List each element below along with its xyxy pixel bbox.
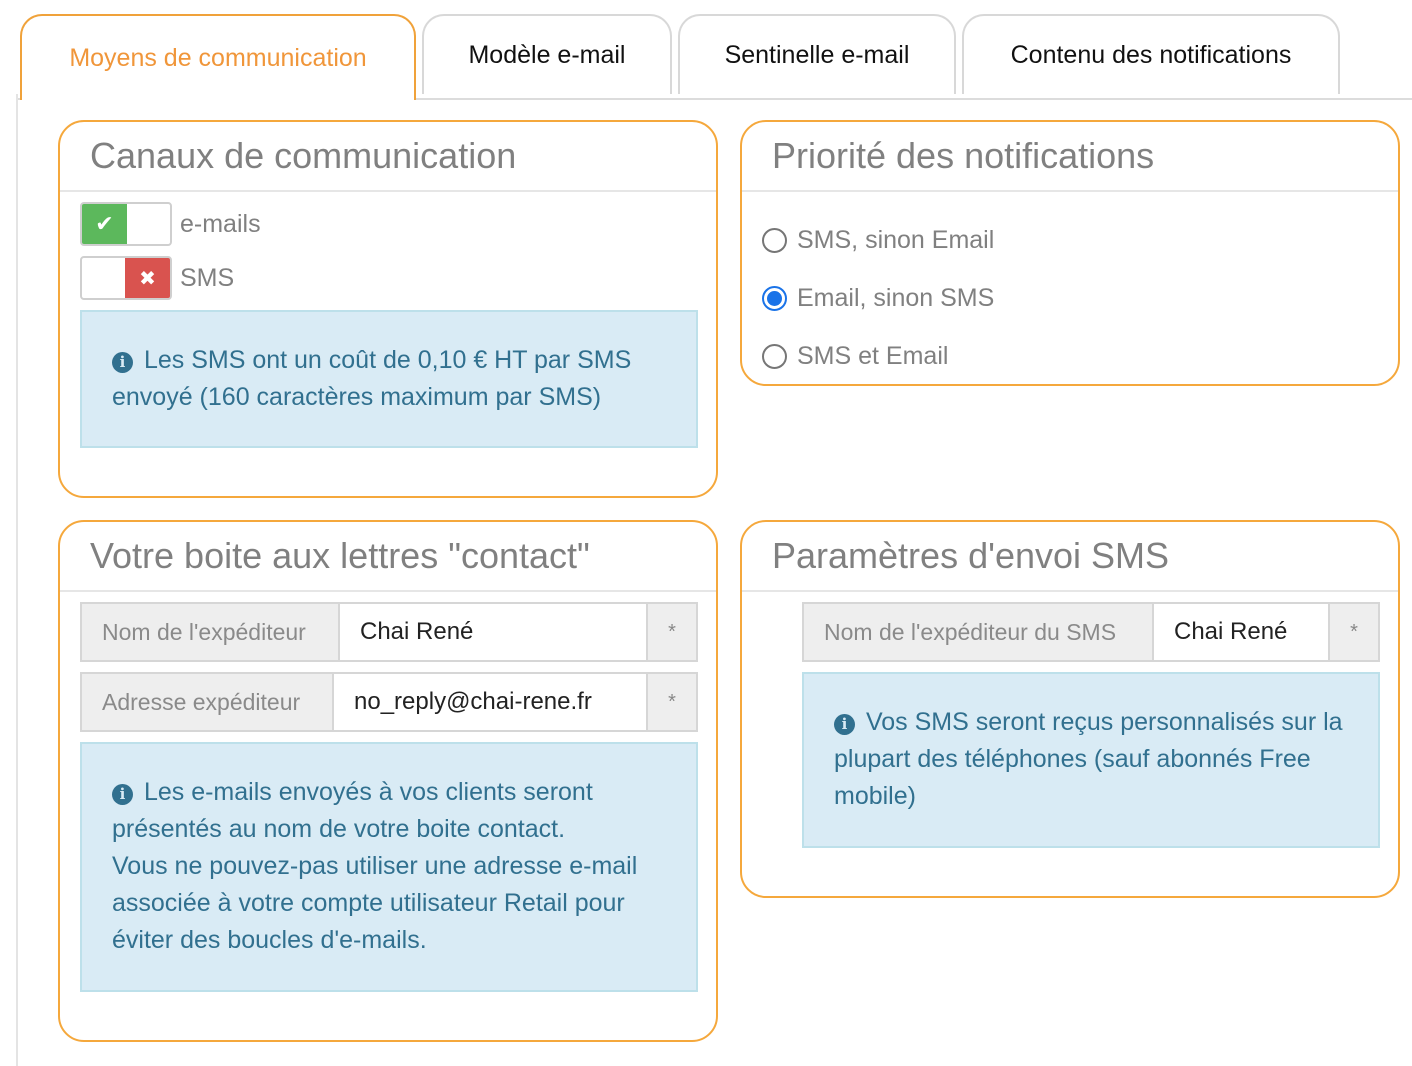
tab-label: Moyens de communication [69, 43, 367, 72]
sender-address-group [80, 672, 698, 732]
sender-name-label: Nom de l'expéditeur [82, 604, 338, 660]
sms-sender-label: Nom de l'expéditeur du SMS [804, 604, 1152, 660]
sender-address-input[interactable] [332, 674, 646, 730]
priority-option-sms-else-email[interactable] [762, 226, 994, 255]
priority-option-email-else-sms[interactable] [762, 284, 994, 313]
close-icon: ✖ [125, 258, 170, 298]
sms-settings-panel [740, 520, 1400, 898]
tab-label: Contenu des notifications [1010, 40, 1292, 69]
tab-modele-email[interactable] [422, 14, 672, 94]
sms-personalization-text: Vos SMS seront reçus personnalisés sur la plupart des téléphones (sauf abonnés Free mobile) [834, 708, 1343, 810]
sms-personalization-alert [802, 672, 1380, 848]
sms-cost-alert [80, 310, 698, 448]
required-marker: * [646, 674, 696, 730]
contact-info-line2: Vous ne pouvez-pas utiliser une adresse e-mail associée à votre compte utilisateur Retail pour éviter des boucles d'e-mails. [112, 852, 638, 954]
sms-settings-panel-title: Paramètres d'envoi SMS [742, 522, 1398, 592]
tab-label: Sentinelle e-mail [724, 40, 910, 69]
sms-cost-text: Les SMS ont un coût de 0,10 € HT par SMS envoyé (160 caractères maximum par SMS) [112, 346, 632, 411]
content-left-border [16, 94, 18, 1066]
priority-panel [740, 120, 1400, 386]
contact-info-alert [80, 742, 698, 992]
contact-panel-title: Votre boite aux lettres "contact" [60, 522, 716, 592]
radio-label: SMS et Email [797, 342, 949, 370]
sms-sender-group [802, 602, 1380, 662]
sender-name-input[interactable] [338, 604, 646, 660]
priority-panel-title: Priorité des notifications [742, 122, 1398, 192]
email-toggle[interactable] [80, 202, 172, 246]
sms-toggle-row [80, 256, 234, 300]
channels-panel-title: Canaux de communication [60, 122, 716, 192]
contact-mailbox-panel [58, 520, 718, 1042]
tab-bar [0, 0, 1412, 100]
info-icon: i [112, 352, 133, 373]
check-icon: ✔ [82, 204, 127, 244]
radio-label: SMS, sinon Email [797, 226, 995, 254]
info-icon: i [834, 714, 855, 735]
sms-sender-input[interactable] [1152, 604, 1328, 660]
tab-sentinelle-email[interactable] [678, 14, 956, 94]
radio-sms-else-email[interactable] [762, 228, 787, 253]
sms-toggle[interactable] [80, 256, 172, 300]
required-marker: * [646, 604, 696, 660]
channels-panel [58, 120, 718, 498]
sender-name-group [80, 602, 698, 662]
info-icon: i [112, 784, 133, 805]
required-marker: * [1328, 604, 1378, 660]
tab-moyens-de-communication[interactable] [20, 14, 416, 100]
tab-contenu-des-notifications[interactable] [962, 14, 1340, 94]
email-toggle-label: e-mails [180, 209, 261, 238]
sms-toggle-label: SMS [180, 263, 235, 292]
sender-address-label: Adresse expéditeur [82, 674, 332, 730]
radio-label: Email, sinon SMS [797, 284, 995, 312]
radio-email-else-sms[interactable] [762, 286, 787, 311]
priority-option-sms-and-email[interactable] [762, 342, 948, 371]
email-toggle-row [80, 202, 261, 246]
contact-info-line1: Les e-mails envoyés à vos clients seront présentés au nom de votre boite contact. [112, 778, 593, 843]
radio-sms-and-email[interactable] [762, 344, 787, 369]
tab-label: Modèle e-mail [468, 40, 626, 69]
